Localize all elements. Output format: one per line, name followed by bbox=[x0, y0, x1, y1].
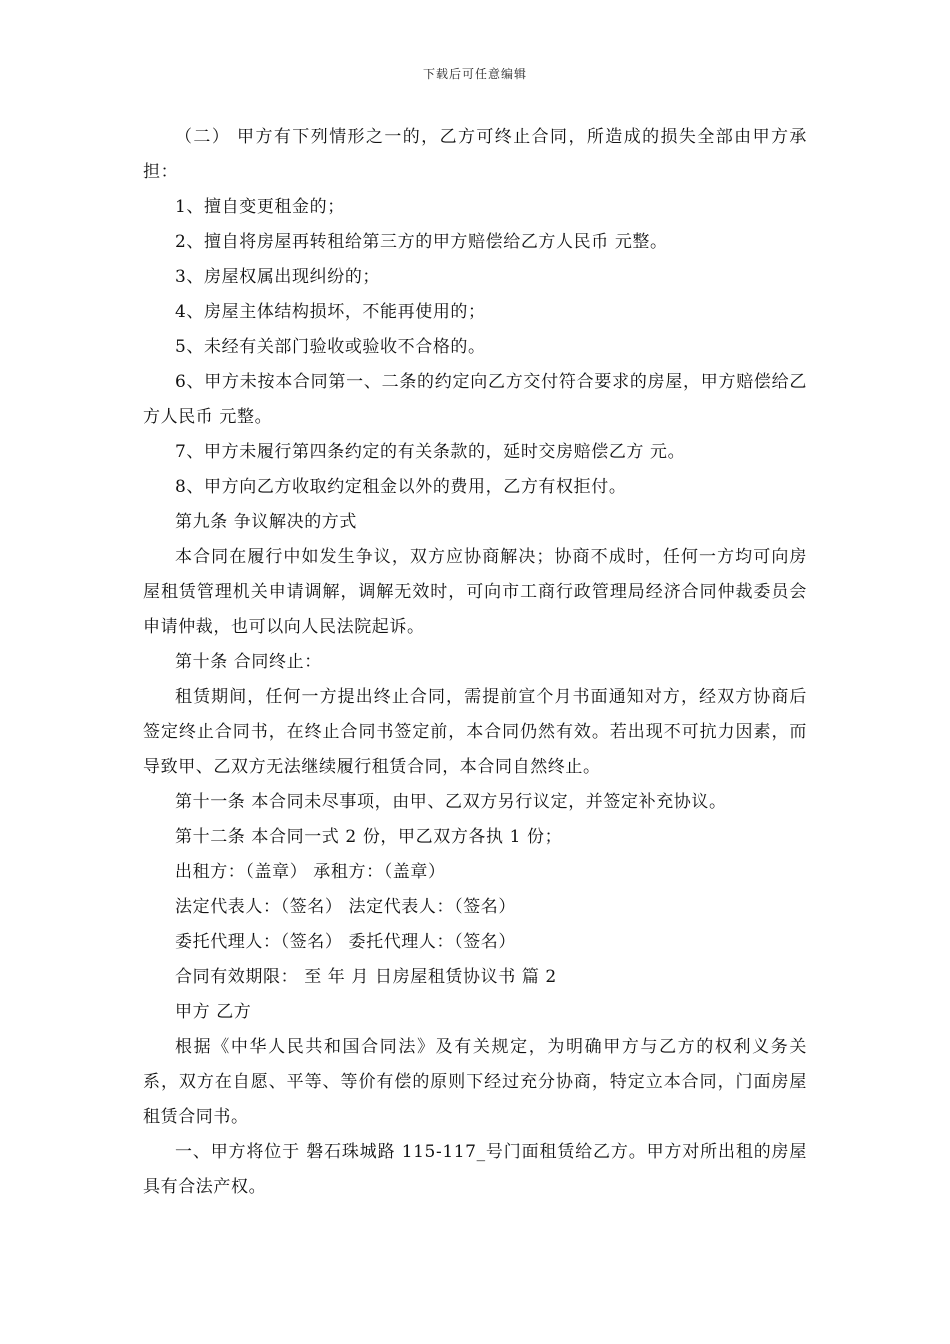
article-10-heading: 第十条 合同终止： bbox=[175, 652, 322, 672]
article-9-heading: 第九条 争议解决的方式 bbox=[175, 512, 358, 532]
item-1: 1、擅自变更租金的； bbox=[175, 197, 345, 217]
article-9-body: 本合同在履行中如发生争议，双方应协商解决；协商不成时，任何一方均可向房屋租赁管理机关申请调解，调解无效时，可向市工商行政管理局经济合同仲裁委员会申请仲裁，也可以向人民法院起诉。 bbox=[143, 547, 807, 637]
item-4: 4、房屋主体结构损坏，不能再使用的； bbox=[175, 302, 486, 322]
page-header: 下载后可任意编辑 bbox=[422, 67, 527, 81]
item-6: 6、甲方未按本合同第一、二条的约定向乙方交付符合要求的房屋，甲方赔偿给乙方人民币 元整。 bbox=[143, 372, 807, 427]
signature-legal-reps: 法定代表人：（签名） 法定代表人：（签名） bbox=[175, 897, 517, 917]
preamble: 根据《中华人民共和国合同法》及有关规定，为明确甲方与乙方的权利义务关系，双方在自愿、平等、等价有偿的原则下经过充分协商，特定立本合同，门面房屋租赁合同书。 bbox=[143, 1037, 807, 1127]
article-12: 第十二条 本合同一式 2 份，甲乙双方各执 1 份； bbox=[175, 827, 563, 847]
clause-2-intro: （二） 甲方有下列情形之一的，乙方可终止合同，所造成的损失全部由甲方承担： bbox=[143, 127, 807, 182]
item-7: 7、甲方未履行第四条约定的有关条款的，延时交房赔偿乙方 元。 bbox=[175, 442, 686, 462]
item-2: 2、擅自将房屋再转租给第三方的甲方赔偿给乙方人民币 元整。 bbox=[175, 232, 668, 252]
validity-period: 合同有效期限： 至 年 月 日房屋租赁协议书 篇 2 bbox=[175, 967, 557, 987]
document-body bbox=[143, 120, 807, 1205]
item-3: 3、房屋权属出现纠纷的； bbox=[175, 267, 381, 287]
article-11: 第十一条 本合同未尽事项，由甲、乙双方另行议定，并签定补充协议。 bbox=[175, 792, 727, 812]
item-5: 5、未经有关部门验收或验收不合格的。 bbox=[175, 337, 486, 357]
article-1: 一、甲方将位于 磐石珠城路 115-117_号门面租赁给乙方。甲方对所出租的房屋具有合法产权。 bbox=[143, 1142, 807, 1197]
signature-agents: 委托代理人：（签名） 委托代理人：（签名） bbox=[175, 932, 517, 952]
parties-line: 甲方 乙方 bbox=[175, 1002, 252, 1022]
article-10-body: 租赁期间，任何一方提出终止合同，需提前宣个月书面通知对方，经双方协商后签定终止合同书，在终止合同书签定前，本合同仍然有效。若出现不可抗力因素，而导致甲、乙双方无法继续履行租赁合同，本合同自然终止。 bbox=[143, 687, 807, 777]
signature-parties: 出租方：（盖章） 承租方：（盖章） bbox=[175, 862, 446, 882]
item-8: 8、甲方向乙方收取约定租金以外的费用，乙方有权拒付。 bbox=[175, 477, 627, 497]
